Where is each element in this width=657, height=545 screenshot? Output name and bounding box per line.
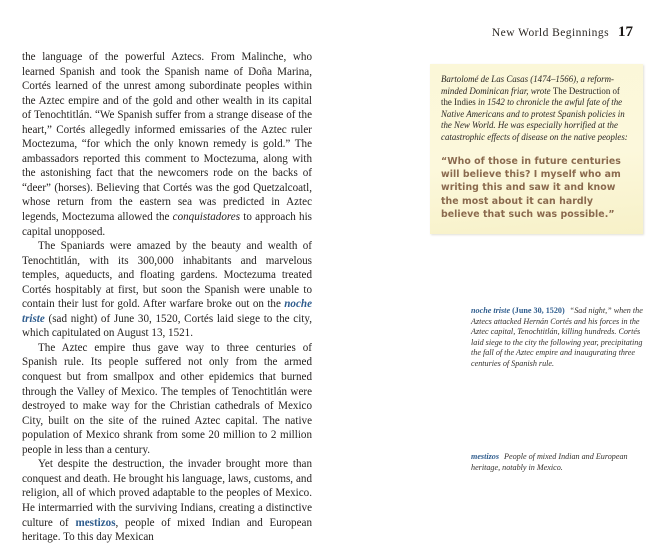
running-head (492, 24, 633, 41)
glossary-term: mestizos (471, 452, 499, 461)
paragraph-3: The Aztec empire thus gave way to three centuries of Spanish rule. Its people suffered not only from the armed conquest but from smallpox and other epidemics that burned through the Valley of Mexico. The temples of Tenochtitlán were destroyed to make way for the Christian cathedrals of Mexico City, built on the site of the ruined Aztec capital. The native population of Mexico shrank from some 20 million to 2 million people in less than a century. (22, 341, 312, 456)
quote-intro-text-b: in 1542 to chronicle the awful fate of the Native Americans and to protest Spanish policies in the New World. He was especially horrified at the catastrophic effects of disease on the native peoples: (441, 97, 628, 142)
paragraph-2-text-b: (sad night) of June 30, 1520, Cortés laid siege to the city, which capitulated on August 13, 1521. (22, 312, 312, 340)
quote-attribution (441, 74, 632, 144)
paragraph-4 (22, 457, 312, 544)
page-number: 17 (618, 24, 633, 40)
key-term-noche-triste[interactable]: noche triste (22, 298, 312, 325)
paragraph-1-text-b: to approach his capital unopposed. (22, 211, 312, 238)
paragraph-1-text-a: the language of the powerful Aztecs. From Malinche, who learned Spanish and took the Spanish name of Doña Marina, Cortés learned of the unrest among subordinate peoples within the Aztec empire and of the gold and other wealth in its capital of Tenochtitlán. “We Spanish suffer from a strange disease of the heart,” Cortés allegedly informed emissaries of the Aztec ruler Moctezuma, “for which the only known remedy is gold.” The ambassadors reported this comment to Moctezuma, along with the astonishing fact that the newcomers rode on the backs of “deer” (horses). Believing that Cortés was the god Quetzalcoatl, whose return from the eastern sea was predicted in Aztec legends, Moctezuma allowed the (22, 51, 312, 224)
paragraph-2 (22, 239, 312, 341)
page-content (0, 50, 657, 544)
glossary-definition: People of mixed Indian and European heritage, notably in Mexico. (471, 452, 628, 472)
paragraph-1 (22, 50, 312, 239)
quote-feature-box (430, 64, 643, 234)
glossary-term: noche triste (471, 306, 511, 315)
paragraph-4-text-b: , people of mixed Indian and European heritage. To this day Mexican (22, 516, 312, 544)
glossary-date: (June 30, 1520) (512, 306, 565, 315)
glossary-definition: “Sad night,” when the Aztecs attacked Hernán Cortés and his forces in the Aztec capital, Tenochtitlán, killing hundreds. Cortés laid siege to the city the following year, precipitating the fall of the Aztec empire and inaugurating three centuries of Spanish rule. (471, 306, 643, 368)
body-text-column (22, 50, 312, 545)
paragraph-2-text-a: The Spaniards were amazed by the beauty and wealth of Tenochtitlán, with its 300,000 inhabitants and marvelous temples, aqueducts, and floating gardens. Moctezuma treated Cortés hospitably at first, but soon the Spanish were unable to contain their lust for gold. After warfare broke out on the (22, 240, 312, 311)
running-head-title: New World Beginnings (491, 27, 609, 39)
paragraph-4-text-a: Yet despite the destruction, the invader brought more than conquest and death. He brought his language, laws, customs, and religion, all of which proved adaptable to the peoples of Mexico. He intermarried with the surviving Indians, creating a distinctive culture of (22, 458, 312, 529)
quote-author-name: Bartolomé de Las Casas (1474–1566), (441, 74, 579, 84)
quote-work-title: The Destruction of the Indies (441, 85, 620, 108)
glossary-note-mestizos (471, 452, 649, 473)
key-term-mestizos[interactable]: mestizos (75, 516, 116, 529)
quotation-text: “Who of those in future centuries will believe this? I myself who am writing this and saw it and know the most about it can hardly believe that such was possible.” (441, 155, 621, 221)
quote-intro-text-a: a reform-minded Dominican friar, wrote (441, 74, 614, 96)
paragraph-1-italic-term: conquistadores (172, 211, 241, 224)
glossary-note-noche-triste (471, 306, 649, 369)
